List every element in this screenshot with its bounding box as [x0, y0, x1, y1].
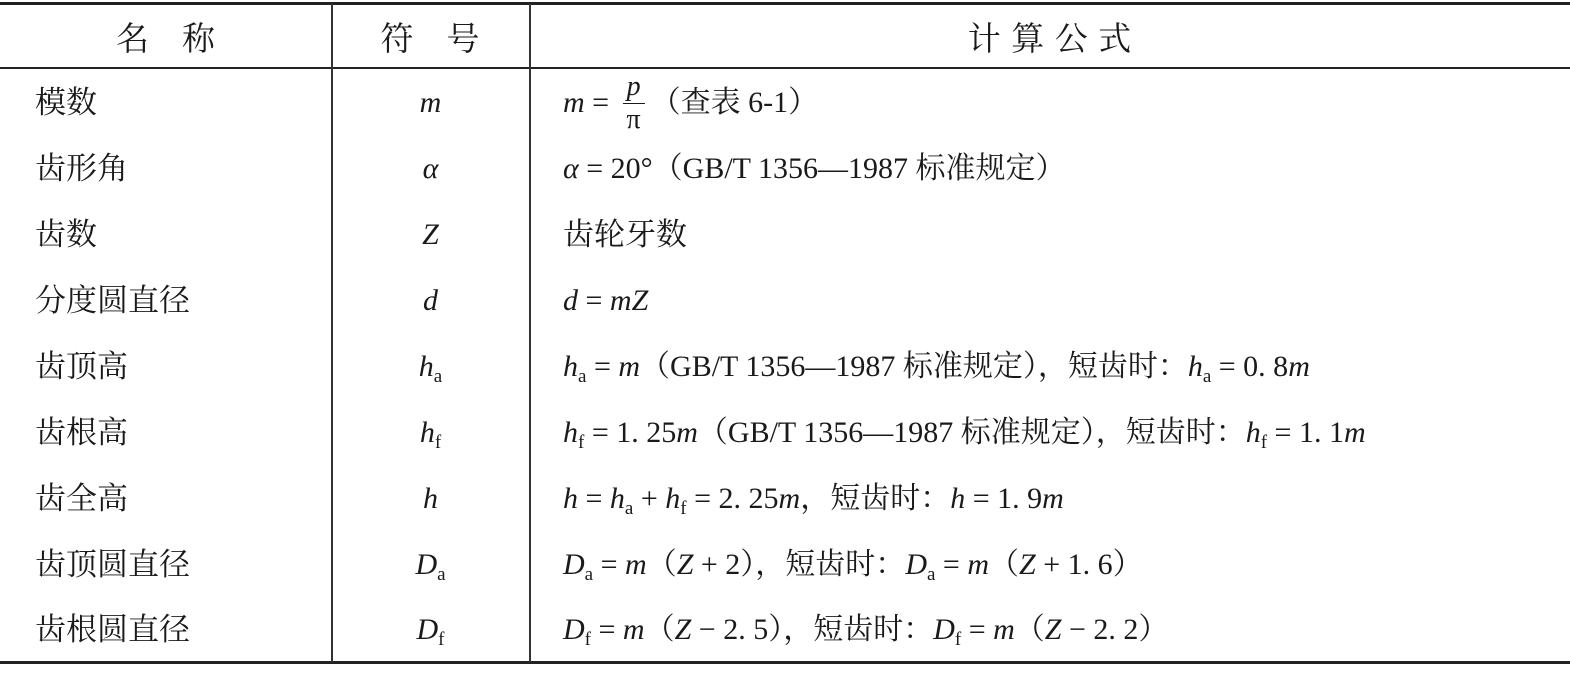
row-formula: $h_a = m(GB/T$ 1356—1987 标准规定），短齿时：$h_a = 0$. 8m [563, 350, 1310, 387]
row-name: 齿数 [35, 217, 97, 253]
row-symbol: m [419, 86, 442, 119]
header-formula: 计 算 公 式 [967, 18, 1132, 58]
fraction-p-over-pi: $\frac{p}{\pi}$ [623, 73, 645, 134]
row-formula: d = mZ [563, 284, 649, 317]
table-row [0, 597, 1570, 663]
table-row [0, 532, 1570, 598]
row-name: 模数 [35, 85, 97, 121]
row-name: 齿根高 [35, 415, 128, 451]
row-formula: 齿轮牙数 [563, 217, 687, 253]
table-row [0, 334, 1570, 400]
table-row [0, 136, 1570, 202]
row-formula: $D_a = m(Z + 2)$，短齿时：$D_a = m(Z + 1$. 6） [563, 548, 1143, 585]
header-name: 名 称 [116, 18, 215, 58]
row-name: 齿顶圆直径 [35, 547, 190, 583]
row-name: 分度圆直径 [35, 283, 190, 319]
row-symbol: $h_a$ [418, 350, 443, 387]
row-symbol: $D_f$ [416, 613, 445, 650]
table-row [0, 202, 1570, 268]
header-symbol: 符 号 [380, 18, 480, 58]
table-header-rule [0, 67, 1570, 69]
row-symbol: α [422, 152, 439, 185]
row-formula: m = $\frac{p}{\pi}$ （查表 6-1） [563, 70, 819, 135]
row-symbol: $D_a$ [415, 548, 446, 585]
table-row [0, 466, 1570, 532]
row-symbol: Z [422, 218, 439, 251]
row-name: 齿全高 [35, 481, 128, 517]
row-formula: $h_f = 1$. 25m（GB/T 1356—1987 标准规定），短齿时：$h_f = 1$. 1m [563, 416, 1366, 453]
table-row [0, 268, 1570, 334]
row-name: 齿根圆直径 [35, 612, 190, 648]
row-symbol: d [423, 284, 438, 317]
row-formula: $D_f = m(Z - 2$. 5），短齿时：$D_f = m(Z - 2$. 2） [563, 613, 1169, 650]
table-row [0, 400, 1570, 466]
row-symbol: $h_f$ [419, 416, 442, 453]
table-row [0, 70, 1570, 136]
row-formula: $h = h_a + h_f = 2$. 25m，短齿时：h = 1. 9m [563, 482, 1064, 519]
row-formula: α = 20°（GB/T 1356—1987 标准规定） [563, 152, 1066, 185]
row-name: 齿形角 [35, 151, 128, 187]
row-symbol: h [423, 482, 438, 515]
row-name: 齿顶高 [35, 349, 128, 385]
